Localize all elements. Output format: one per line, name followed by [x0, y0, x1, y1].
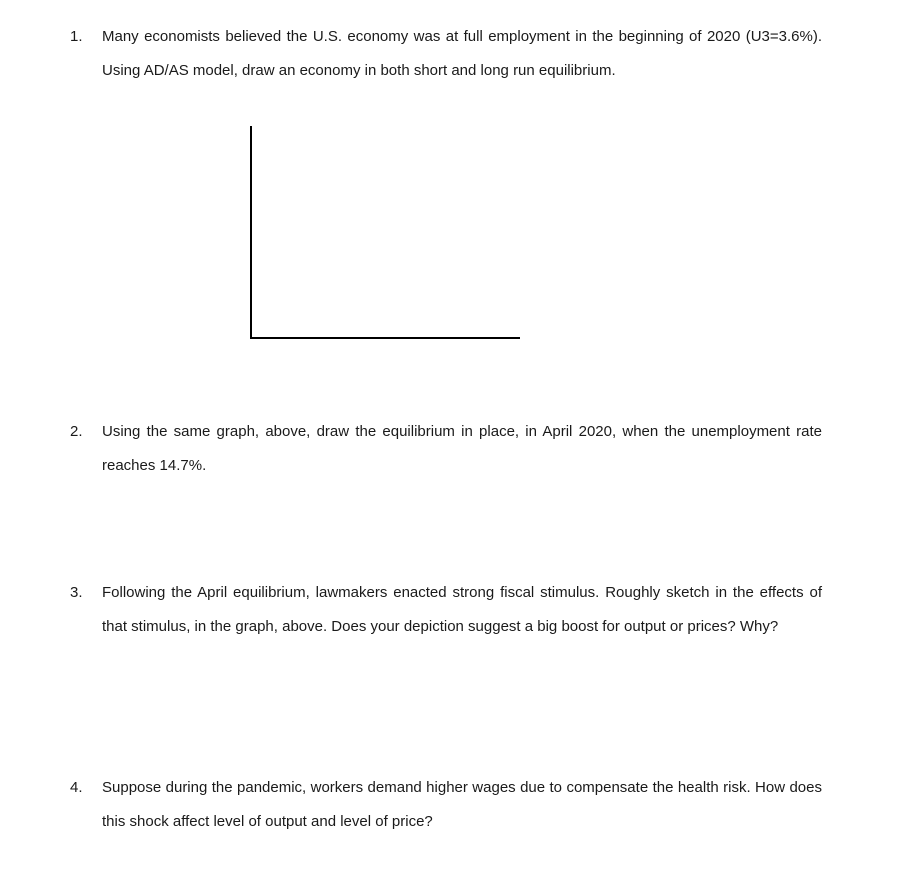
- question-number: 2.: [70, 423, 83, 440]
- question-number: 1.: [70, 28, 83, 45]
- question-1: [70, 20, 822, 88]
- question-4: [70, 771, 822, 839]
- question-text: Many economists believed the U.S. economy was at full employment in the beginning of 2020 (U3=3.6%). Using AD/AS model, draw an economy in both short and long run equilibrium.: [102, 28, 822, 79]
- question-text: Suppose during the pandemic, workers demand higher wages due to compensate the health risk. How does this shock affect level of output and level of price?: [102, 779, 822, 830]
- question-text: Using the same graph, above, draw the equilibrium in place, in April 2020, when the unemployment rate reaches 14.7%.: [102, 423, 822, 474]
- question-2: [70, 415, 822, 483]
- question-text: Following the April equilibrium, lawmakers enacted strong fiscal stimulus. Roughly sketch in the effects of that stimulus, in the graph, above. Does your depiction suggest a big boost for output or prices? Why?: [102, 584, 822, 635]
- question-3: [70, 576, 822, 644]
- question-number: 4.: [70, 779, 83, 796]
- question-number: 3.: [70, 584, 83, 601]
- blank-axes-graph: [248, 126, 522, 340]
